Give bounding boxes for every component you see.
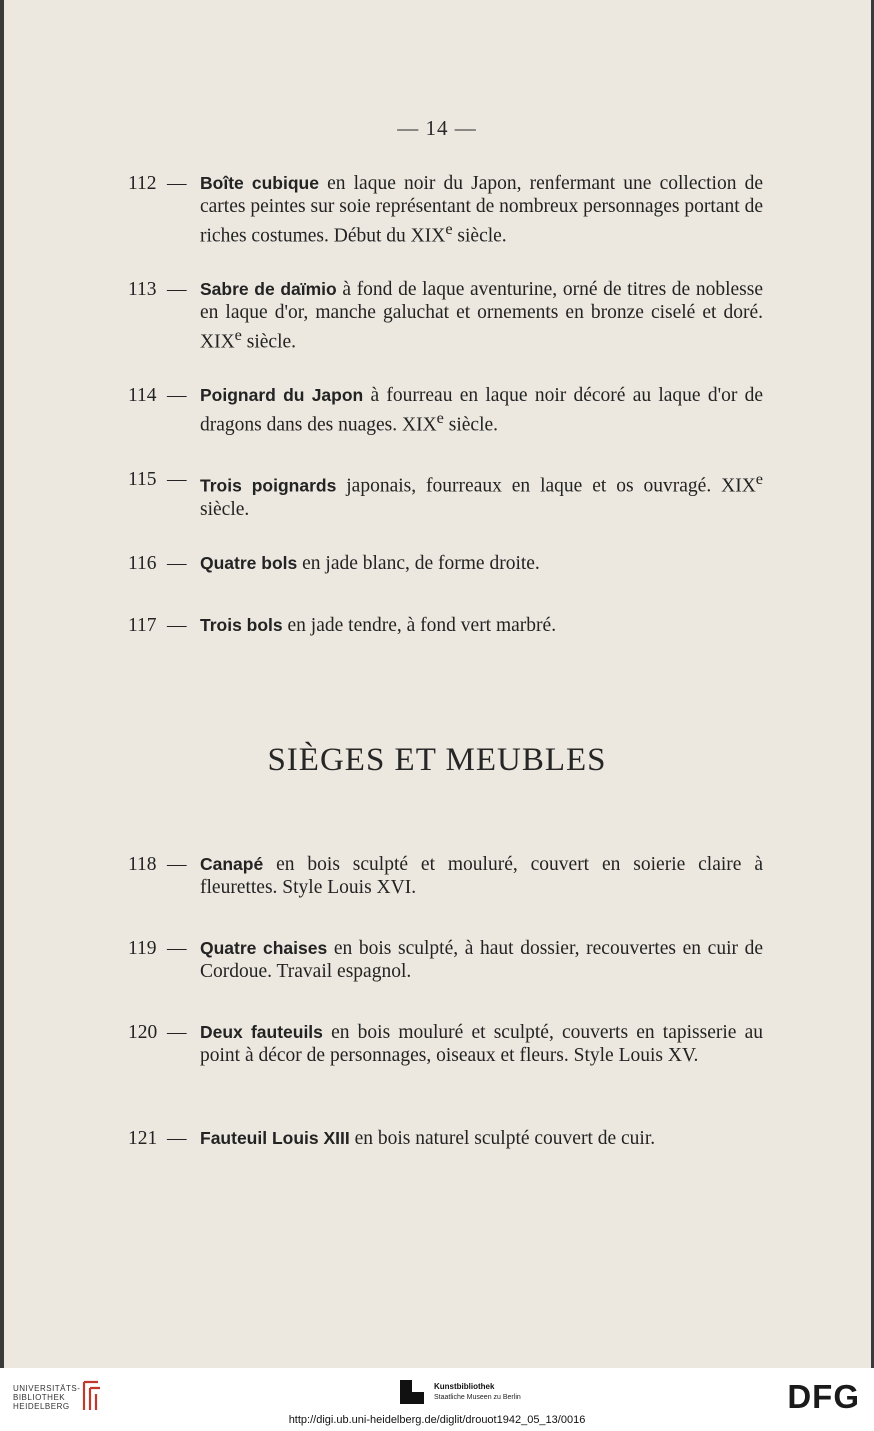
entry-body: [200, 384, 763, 437]
entry-dash: —: [167, 615, 187, 636]
entry-description: japonais, fourreaux en laque et os ouvragé. XIX: [346, 475, 756, 497]
entry-dash: —: [167, 279, 187, 300]
entry-body: [200, 468, 763, 521]
entry-superscript: e: [436, 409, 444, 427]
library-line: BIBLIOTHEK: [13, 1393, 66, 1402]
entry-description: en jade tendre, à fond vert marbré.: [287, 615, 557, 636]
entry-dash: —: [167, 938, 187, 959]
source-url-link[interactable]: http://digi.ub.uni-heidelberg.de/diglit/drouot1942_05_13/0016: [288, 1414, 586, 1426]
entry-title: Deux fauteuils: [200, 1022, 323, 1042]
entry-description: en bois naturel sculpté couvert de cuir.: [354, 1128, 656, 1149]
entry-title: Trois bols: [200, 615, 283, 635]
entry-dash: —: [167, 553, 187, 574]
dfg-logo: DFG: [787, 1378, 860, 1415]
entry-tail: siècle.: [241, 331, 297, 353]
digitization-footer: [0, 1368, 874, 1431]
entry-body: [200, 278, 763, 354]
entry-body: [200, 172, 763, 248]
entry-number: 114: [128, 385, 157, 406]
entry-superscript: e: [234, 326, 242, 344]
entry-description: en bois mouluré et sculpté, couverts en tapisserie au point à décor de personnages, oiseaux et fleurs. Style Louis XV.: [200, 1022, 763, 1066]
entry-title: Quatre bols: [200, 553, 298, 573]
entry-body: [200, 1127, 763, 1150]
entry-description: à fond de laque aventurine, orné de titres de noblesse en laque d'or, manche galuchat et ornements en bronze ciselé et doré. XIX: [200, 279, 764, 353]
entry-dash: —: [167, 469, 187, 490]
entry-number: 118: [128, 854, 157, 875]
entry-title: Quatre chaises: [200, 938, 328, 958]
entry-number: 115: [128, 469, 157, 490]
section-heading: SIÈGES ET MEUBLES: [267, 742, 607, 778]
library-name: [13, 1384, 80, 1411]
library-line: UNIVERSITÄTS-: [13, 1384, 81, 1393]
entry-number: 119: [128, 938, 157, 959]
entry-number: 113: [128, 279, 157, 300]
entry-number: 121: [128, 1128, 158, 1149]
kunstbibliothek-name: Kunstbibliothek: [434, 1382, 495, 1391]
entry-description: en bois sculpté et mouluré, couvert en soierie claire à fleurettes. Style Louis XVI.: [200, 854, 763, 898]
entry-body: [200, 937, 763, 983]
library-line: HEIDELBERG: [13, 1402, 70, 1411]
entry-title: Boîte cubique: [200, 173, 319, 193]
entry-superscript: e: [445, 220, 453, 238]
kunstbibliothek-subtitle: Staatliche Museen zu Berlin: [434, 1394, 521, 1401]
entry-title: Trois poignards: [200, 475, 337, 496]
entry-description: à fourreau en laque noir décoré au laque d'or de dragons dans des nuages. XIX: [200, 385, 764, 436]
entry-body: [200, 853, 763, 899]
entry-dash: —: [167, 1022, 187, 1043]
entry-body: [200, 552, 763, 575]
page-number: — 14 —: [397, 116, 477, 140]
entry-body: [200, 1021, 763, 1067]
entry-body: [200, 614, 763, 637]
entry-title: Canapé: [200, 854, 264, 874]
entry-number: 116: [128, 553, 157, 574]
entry-number: 117: [128, 615, 157, 636]
entry-title: Fauteuil Louis XIII: [200, 1128, 350, 1148]
entry-dash: —: [167, 173, 187, 194]
entry-superscript: e: [755, 470, 764, 488]
entry-description: en bois sculpté, à haut dossier, recouvertes en cuir de Cordoue. Travail espagnol.: [200, 938, 764, 982]
kunstbibliothek-mark-icon: [400, 1380, 424, 1404]
entry-number: 120: [128, 1022, 158, 1043]
entry-dash: —: [167, 1128, 187, 1149]
entry-tail: siècle.: [443, 414, 499, 436]
entry-title: Sabre de daïmio: [200, 279, 337, 299]
entry-number: 112: [128, 173, 157, 194]
entry-dash: —: [167, 854, 187, 875]
heidelberg-library-logo-icon: [80, 1380, 102, 1412]
entry-description: en jade blanc, de forme droite.: [302, 553, 540, 574]
entry-title: Poignard du Japon: [200, 385, 364, 405]
scan-edge-left: [0, 0, 4, 1368]
entry-tail: siècle.: [200, 498, 250, 520]
entry-tail: siècle.: [452, 225, 507, 247]
entry-description: en laque noir du Japon, renfermant une collection de cartes peintes sur soie représentant de nombreux personnages portant de riches costumes. Début du XIX: [200, 173, 764, 247]
entry-dash: —: [167, 385, 187, 406]
